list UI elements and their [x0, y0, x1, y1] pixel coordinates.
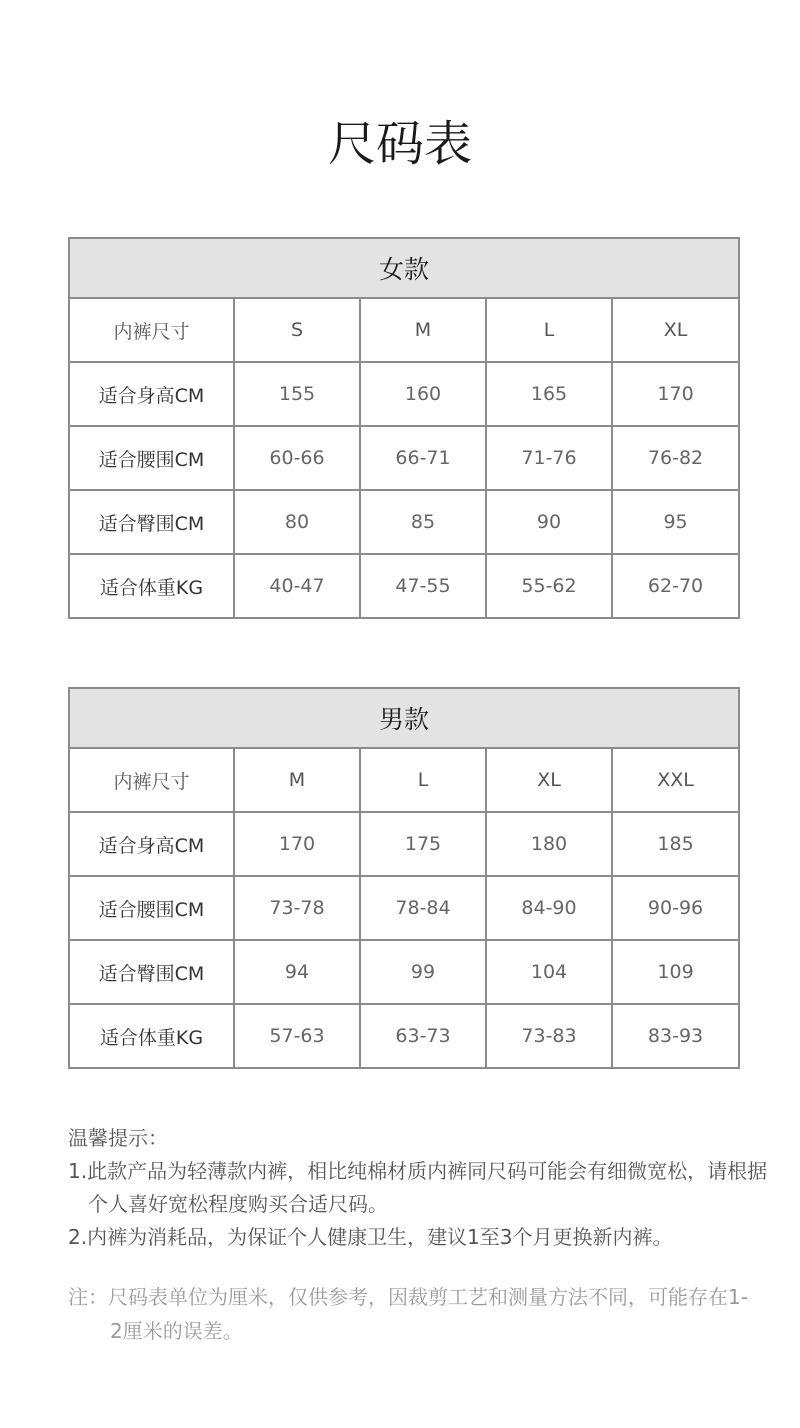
- size-cell: L: [486, 298, 612, 362]
- row-label: 适合腰围CM: [69, 426, 234, 490]
- table-row: [69, 554, 739, 618]
- value-cell: 73-83: [486, 1004, 612, 1068]
- value-cell: 90-96: [612, 876, 739, 940]
- value-cell: 170: [234, 812, 360, 876]
- value-cell: 78-84: [360, 876, 486, 940]
- tip-item: 2.内裤为消耗品，为保证个人健康卫生，建议1至3个月更换新内裤。: [68, 1225, 673, 1249]
- size-cell: S: [234, 298, 360, 362]
- size-cell: M: [234, 748, 360, 812]
- table-row: [69, 940, 739, 1004]
- row-label: 适合臀围CM: [69, 490, 234, 554]
- tip-item: 1.此款产品为轻薄款内裤，相比纯棉材质内裤同尺码可能会有细微宽松，请根据个人喜好宽松程度购买合适尺码。: [68, 1159, 768, 1216]
- value-cell: 84-90: [486, 876, 612, 940]
- tips-section: [68, 1122, 768, 1254]
- row-label: 适合身高CM: [69, 362, 234, 426]
- value-cell: 155: [234, 362, 360, 426]
- value-cell: 94: [234, 940, 360, 1004]
- women-size-table: [68, 237, 740, 619]
- value-cell: 85: [360, 490, 486, 554]
- size-cell: XL: [486, 748, 612, 812]
- value-cell: 55-62: [486, 554, 612, 618]
- value-cell: 71-76: [486, 426, 612, 490]
- table-row: [69, 812, 739, 876]
- size-row-label: 内裤尺寸: [69, 298, 234, 362]
- row-label: 适合身高CM: [69, 812, 234, 876]
- value-cell: 99: [360, 940, 486, 1004]
- size-cell: L: [360, 748, 486, 812]
- value-cell: 90: [486, 490, 612, 554]
- page-title: 尺码表: [327, 116, 472, 172]
- value-cell: 104: [486, 940, 612, 1004]
- value-cell: 95: [612, 490, 739, 554]
- value-cell: 160: [360, 362, 486, 426]
- table-row: [69, 362, 739, 426]
- men-size-table: [68, 687, 740, 1069]
- table-row: [69, 1004, 739, 1068]
- row-label: 适合腰围CM: [69, 876, 234, 940]
- men-table-heading: 男款: [69, 688, 739, 748]
- size-cell: XL: [612, 298, 739, 362]
- row-label: 适合体重KG: [69, 554, 234, 618]
- value-cell: 47-55: [360, 554, 486, 618]
- row-label: 适合臀围CM: [69, 940, 234, 1004]
- row-label: 适合体重KG: [69, 1004, 234, 1068]
- value-cell: 175: [360, 812, 486, 876]
- value-cell: 60-66: [234, 426, 360, 490]
- value-cell: 66-71: [360, 426, 486, 490]
- value-cell: 76-82: [612, 426, 739, 490]
- value-cell: 80: [234, 490, 360, 554]
- table-row: [69, 426, 739, 490]
- value-cell: 109: [612, 940, 739, 1004]
- value-cell: 165: [486, 362, 612, 426]
- value-cell: 73-78: [234, 876, 360, 940]
- value-cell: 170: [612, 362, 739, 426]
- value-cell: 63-73: [360, 1004, 486, 1068]
- value-cell: 185: [612, 812, 739, 876]
- size-cell: XXL: [612, 748, 739, 812]
- table-row: [69, 876, 739, 940]
- value-cell: 57-63: [234, 1004, 360, 1068]
- value-cell: 62-70: [612, 554, 739, 618]
- size-cell: M: [360, 298, 486, 362]
- value-cell: 180: [486, 812, 612, 876]
- tips-heading: 温馨提示：: [68, 1126, 168, 1150]
- value-cell: 40-47: [234, 554, 360, 618]
- size-row-label: 内裤尺寸: [69, 748, 234, 812]
- value-cell: 83-93: [612, 1004, 739, 1068]
- table-row: [69, 490, 739, 554]
- footnote: 注：尺码表单位为厘米，仅供参考，因裁剪工艺和测量方法不同，可能存在1-2厘米的误差。: [68, 1285, 748, 1343]
- women-table-heading: 女款: [69, 238, 739, 298]
